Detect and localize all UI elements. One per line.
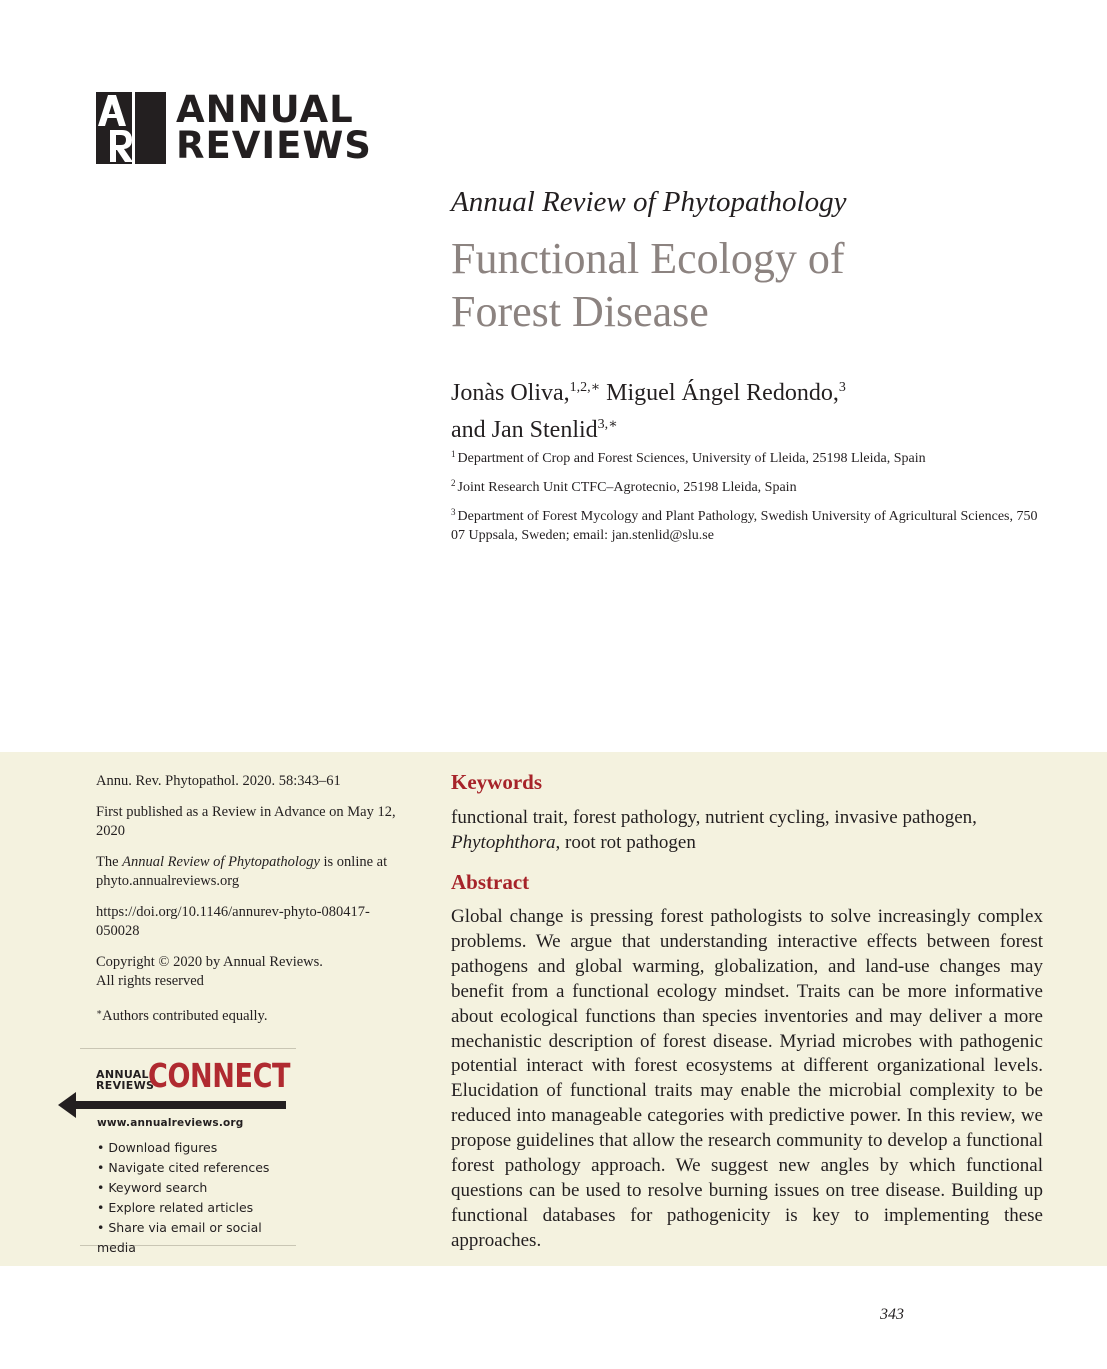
online-journal: Annual Review of Phytopathology <box>122 854 320 870</box>
annual-reviews-logo <box>96 88 372 167</box>
article-meta <box>96 772 406 1038</box>
list-item: • Navigate cited references <box>97 1158 296 1178</box>
online-post: is online at phyto.annualreviews.org <box>96 854 388 889</box>
affiliation-number: 3 <box>451 507 456 517</box>
first-published: First published as a Review in Advance on May 12, 2020 <box>96 804 396 839</box>
title-line-1: Functional Ecology of <box>451 234 845 283</box>
arrow-left-icon <box>58 1091 288 1119</box>
note-mark: ∗ <box>96 1007 103 1017</box>
list-item: • Explore related articles <box>97 1198 296 1218</box>
list-item: • Share via email or social media <box>97 1218 296 1258</box>
title-line-2: Forest Disease <box>451 287 709 336</box>
affiliation-number: 1 <box>451 449 456 459</box>
connect-small-1: ANNUAL <box>96 1068 149 1081</box>
author-stenlid-affil: 3,∗ <box>597 417 618 432</box>
keywords-rest: , root rot pathogen <box>555 832 696 853</box>
keyword-italic: Phytophthora <box>451 832 556 853</box>
citation: Annu. Rev. Phytopathol. 2020. 58:343–61 <box>96 773 341 789</box>
affiliation-text: Department of Crop and Forest Sciences, University of Lleida, 25198 Lleida, Spain <box>457 451 926 466</box>
author-redondo: Miguel Ángel Redondo, <box>600 380 839 406</box>
affiliation-2 <box>451 474 1051 497</box>
online-pre: The <box>96 854 123 870</box>
note-text: Authors contributed equally. <box>102 1008 268 1024</box>
annual-reviews-connect-box <box>80 1048 296 1255</box>
connect-feature-list <box>97 1138 296 1258</box>
affiliation-text: Department of Forest Mycology and Plant Pathology, Swedish University of Agricultural Sciences, 750 07 Uppsala, Sweden; email: jan.stenlid@slu.se <box>451 509 1038 543</box>
affiliations <box>451 445 1051 551</box>
online-at <box>96 853 406 891</box>
author-oliva: Jonàs Oliva, <box>451 380 570 406</box>
logo-line-1: ANNUAL <box>176 88 354 131</box>
doi-link[interactable]: https://doi.org/10.1146/annurev-phyto-080417-050028 <box>96 904 370 939</box>
author-stenlid: and Jan Stenlid <box>451 417 598 443</box>
author-redondo-affil: 3 <box>838 380 846 395</box>
affiliation-1 <box>451 445 1051 468</box>
abstract-heading: Abstract <box>451 870 530 894</box>
author-note <box>96 1003 406 1026</box>
copyright-line: Copyright © 2020 by Annual Reviews. <box>96 954 323 970</box>
keywords-list <box>451 805 1051 855</box>
connect-small-2: REVIEWS <box>96 1079 155 1092</box>
connect-logo <box>96 1056 321 1095</box>
list-item: • Download figures <box>97 1138 296 1158</box>
affiliation-3 <box>451 503 1051 545</box>
ar-logo-icon <box>96 92 166 164</box>
keywords-line-1: functional trait, forest pathology, nutrient cycling, invasive pathogen, <box>451 807 977 828</box>
journal-name: Annual Review of Phytopathology <box>451 186 847 218</box>
abstract-text: Global change is pressing forest pathologists to solve increasingly complex problems. We argue that understanding interactive effects between forest pathogens and global warming, globalization, and land-use changes may benefit from a functional ecology mindset. Traits can be more informative about ecological functions than species inventories and may deliver a more mechanistic description of forest disease. Myriad microbes with pathogenic potential interact with forest ecosystems at different organizational levels. Elucidation of functional traits may enable the microbial complexity to be reduced into manageable categories with predictive power. In this review, we propose guidelines that allow the research community to develop a functional forest pathology approach. We suggest new angles by which functional questions can be used to resolve burning issues on tree disease. Building up functional databases for pathogenicity is key to implementing these approaches. <box>451 906 1043 1251</box>
author-list <box>451 372 1051 446</box>
logo-wordmark <box>176 88 372 167</box>
connect-wordmark: CONNECT <box>148 1056 291 1095</box>
author-oliva-affil: 1,2,∗ <box>569 380 601 395</box>
article-title <box>451 232 1051 338</box>
connect-small-wordmark <box>96 1068 155 1092</box>
page-number: 343 <box>880 1306 904 1323</box>
logo-line-2: REVIEWS <box>176 124 372 167</box>
affiliation-text: Joint Research Unit CTFC–Agrotecnio, 25198 Lleida, Spain <box>457 480 797 495</box>
connect-url[interactable]: www.annualreviews.org <box>97 1117 244 1129</box>
affiliation-number: 2 <box>451 478 456 488</box>
copyright <box>96 953 406 991</box>
list-item: • Keyword search <box>97 1178 296 1198</box>
keywords-heading: Keywords <box>451 770 542 794</box>
rights-line: All rights reserved <box>96 973 204 989</box>
